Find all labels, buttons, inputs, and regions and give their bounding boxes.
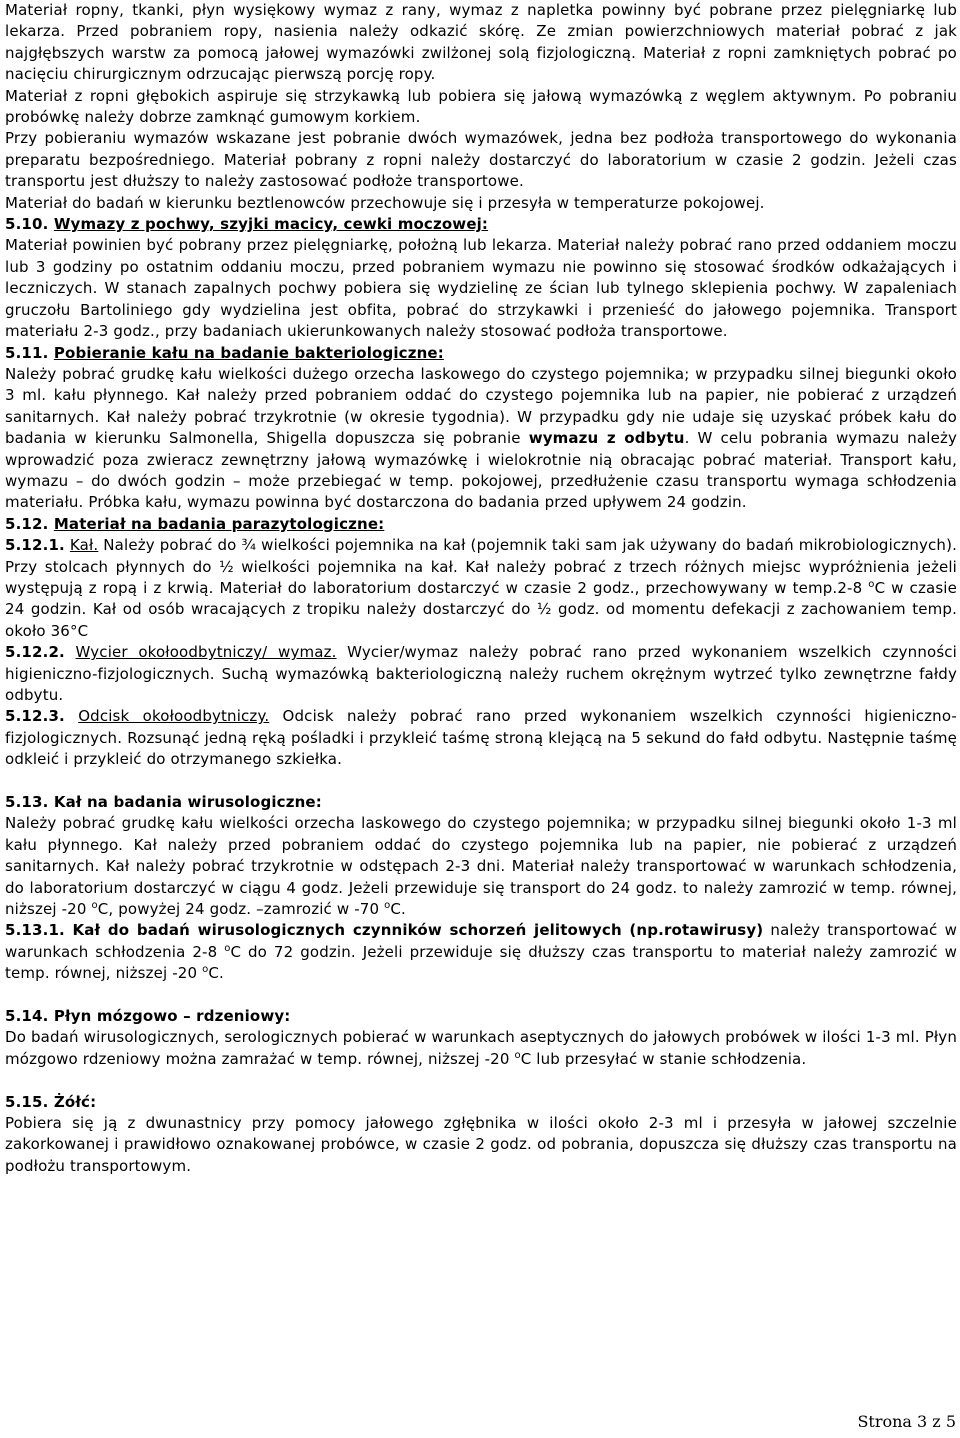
intro-paragraph-2: Materiał z ropni głębokich aspiruje się strzykawką lub pobiera się jałową wymazówką z węglem aktywnym. Po pobraniu probówkę należy dobrze zamknąć gumowym korkiem. <box>5 86 957 127</box>
section-5-13-body <box>5 813 957 920</box>
section-5-12-2 <box>5 642 957 706</box>
body-text: Należy pobrać do ¾ wielkości pojemnika na kał (pojemnik taki sam jak używany do badań mikrobiologicznych). Przy stolcach płynnych do ½ wielkości pojemnika na kał. Kał należy pobrać z trzech różnych miejsc wypróżnienia jeżeli występują z ropą i z krwią. Materiał do laboratorium dostarczyć w czasie 2 godz., przechowywany w temp.2-8 <box>5 536 957 597</box>
body-text: C w czasie 24 godzin. Kał od osób wracających z tropiku należy dostarczyć do ½ godz. od momentu defekacji z zachowaniem temp. około 36°C <box>5 578 957 640</box>
body-text: należy transportować w warunkach schłodzenia 2-8 <box>5 921 958 961</box>
body-text: C, powyżej 24 godz. –zamrozić w -70 <box>97 900 385 919</box>
section-number: 5.13. <box>5 793 49 812</box>
section-5-10-body: Materiał powinien być pobrany przez pielęgniarkę, położną lub lekarza. Materiał należy pobrać rano przed oddaniem moczu lub 3 godziny po ostatnim oddaniu moczu, przed pobraniem wymazu nie powinno się stosować środków odkażających i leczniczych. W stanach zapalnych pochwy pobiera się wydzielinę ze ścian lub tylnego sklepienia pochwy. W zapaleniach gruczołu Bartoliniego gdy wydzielina jest obfita, pobrać do strzykawki i przenieść do jałowego pojemnika. Transport materiału 2-3 godz., przy badaniach ukierunkowanych należy stosować podłoża transportowe. <box>5 236 957 341</box>
section-number: 5.14. <box>5 1007 49 1026</box>
section-5-12-1 <box>5 535 957 642</box>
subsection-title: Kał. <box>69 536 99 555</box>
subsection-title: Kał do badań wirusologicznych czynników schorzeń jelitowych (np.rotawirusy) <box>72 921 764 940</box>
degree-mark: o <box>868 578 875 590</box>
section-5-13-1 <box>5 920 957 984</box>
body-text: Należy pobrać grudkę kału wielkości orzecha laskowego do czystego pojemnika; w przypadku silnej biegunki około 1-3 ml kału płynnego. Kał należy przed pobraniem oddać do czystego pojemnika lub na papier, nie pobierać z urządzeń sanitarnych. Kał należy pobrać trzykrotnie w odstępach 2-3 dni. Materiał należy transportować w warunkach schłodzenia, do laboratorium dostarczyć w ciągu 4 godz. Jeżeli przewiduje się transport do 24 godz. to należy zamrozić w temp. równej, niższej -20 <box>5 814 957 919</box>
degree-mark: o <box>514 1049 521 1061</box>
body-text: . W celu pobrania wymazu należy wprowadzić poza zwieracz zewnętrzny jałową wymazówkę i wielokrotnie nią obracając pobrać materiał. Transport kału, wymazu – do dwóch godzin – może przebiegać w temp. pokojowej, przedłużenie czasu transportu wymaga schłodzenia materiału. Próbka kału, wymazu powinna być dostarczona do badania przed upływem 24 godzin. <box>5 429 958 512</box>
intro-paragraph-4: Materiał do badań w kierunku beztlenowców przechowuje się i przesyła w temperaturze pokojowej. <box>5 193 765 212</box>
section-number: 5.12. <box>5 514 49 533</box>
subsection-number: 5.12.2. <box>5 643 65 662</box>
body-text: C do 72 godzin. Jeżeli przewiduje się dłuższy czas transportu to materiał należy zamrozić w temp. równej, niższej -20 <box>5 942 957 983</box>
subsection-number: 5.12.1. <box>5 536 65 555</box>
spacer <box>5 771 957 792</box>
body-text: Wycier/wymaz należy pobrać rano przed wykonaniem wszelkich czynności higieniczno-fizjologicznych. Suchą wymazówką bakteriologiczną należy ruchem okrężnym wytrzeć tylko zewnętrzne fałdy odbytu. <box>5 643 957 704</box>
section-title: Żółć: <box>53 1092 97 1111</box>
body-text: Odcisk należy pobrać rano przed wykonaniem wszelkich czynności higieniczno-fizjologicznych. Rozsunąć jedną ręką pośladki i przykleić taśmę stroną klejącą na 5 sekund do fałd odbytu. Następnie taśmę odkleić i przykleić do otrzymanego szkiełka. <box>5 707 957 769</box>
section-5-10-heading <box>5 214 957 235</box>
section-title: Pobieranie kału na badanie bakteriologiczne: <box>53 343 444 362</box>
body-text: Należy pobrać grudkę kału wielkości dużego orzecha laskowego do czystego pojemnika; w przypadku silnej biegunki około 3 ml. kału płynnego. Kał należy przed pobraniem oddać do czystego pojemnika lub na papier, nie pobierać z urządzeń sanitarnych. Kał należy pobrać trzykrotnie (w okresie tygodnia). W przypadku gdy nie udaje się uzyskać próbek kału do badania w kierunku Salmonella, Shigella dopuszcza się pobranie <box>5 364 957 448</box>
section-5-11-body <box>5 364 957 514</box>
section-title: Wymazy z pochwy, szyjki macicy, cewki moczowej: <box>53 215 489 234</box>
body-text: C. <box>208 964 224 983</box>
subsection-title: Wycier okołoodbytniczy/ wymaz. <box>75 643 337 662</box>
degree-mark: o <box>224 942 231 954</box>
subsection-title: Odcisk okołoodbytniczy. <box>78 707 270 726</box>
section-5-14-body <box>5 1027 957 1070</box>
spacer <box>5 1070 957 1091</box>
subsection-number: 5.12.3. <box>5 707 65 726</box>
emphasis-text: wymazu z odbytu <box>528 429 685 448</box>
section-number: 5.15. <box>5 1092 49 1111</box>
section-number: 5.10. <box>5 215 49 234</box>
section-number: 5.11. <box>5 343 49 362</box>
section-title: Materiał na badania parazytologiczne: <box>53 514 385 533</box>
section-5-12-3 <box>5 706 957 770</box>
page-number: Strona 3 z 5 <box>857 1412 956 1431</box>
spacer <box>5 985 957 1006</box>
section-5-15-heading <box>5 1092 957 1113</box>
section-5-14-heading <box>5 1006 957 1027</box>
degree-mark: o <box>384 900 391 912</box>
subsection-number: 5.13.1. <box>5 921 65 940</box>
section-title: Płyn mózgowo – rdzeniowy: <box>53 1007 291 1026</box>
body-text: C. <box>390 900 406 919</box>
intro-paragraph-1: Materiał ropny, tkanki, płyn wysiękowy wymaz z rany, wymaz z napletka powinny być pobrane przez pielęgniarkę lub lekarza. Przed pobraniem ropy, nasienia należy odkazić skórę. Ze zmian powierzchniowych materiał pobrać z jak najgłębszych warstw za pomocą jałowej wymazówki zwilżonej solą fizjologiczną. Materiał z ropni zamkniętych pobrać po nacięciu chirurgicznym odrzucając pierwszą porcję ropy. <box>5 1 957 84</box>
degree-mark: o <box>202 964 209 976</box>
section-title: Kał na badania wirusologiczne: <box>53 793 322 812</box>
section-5-15-body: Pobiera się ją z dwunastnicy przy pomocy jałowego zgłębnika w ilości około 2-3 ml i przesyła w jałowej szczelnie zakorkowanej i prawidłowo oznakowanej probówce, w czasie 2 godz. od pobrania, dopuszcza się dłuższy czas transportu na podłożu transportowym. <box>5 1114 957 1175</box>
body-text: Do badań wirusologicznych, serologicznych pobierać w warunkach aseptycznych do jałowych probówek w ilości 1-3 ml. Płyn mózgowo rdzeniowy można zamrażać w temp. równej, niższej -20 <box>5 1028 957 1068</box>
document-body <box>5 0 957 1177</box>
intro-paragraph-3: Przy pobieraniu wymazów wskazane jest pobranie dwóch wymazówek, jedna bez podłoża transportowego do wykonania preparatu bezpośredniego. Materiał pobrany z ropni należy dostarczyć do laboratorium w czasie 2 godzin. Jeżeli czas transportu jest dłuższy to należy zastosować podłoże transportowe. <box>5 129 957 191</box>
section-5-12-heading <box>5 514 957 535</box>
body-text: C lub przesyłać w stanie schłodzenia. <box>520 1049 807 1068</box>
degree-mark: o <box>91 900 98 912</box>
section-5-13-heading <box>5 792 957 813</box>
section-5-11-heading <box>5 343 957 364</box>
